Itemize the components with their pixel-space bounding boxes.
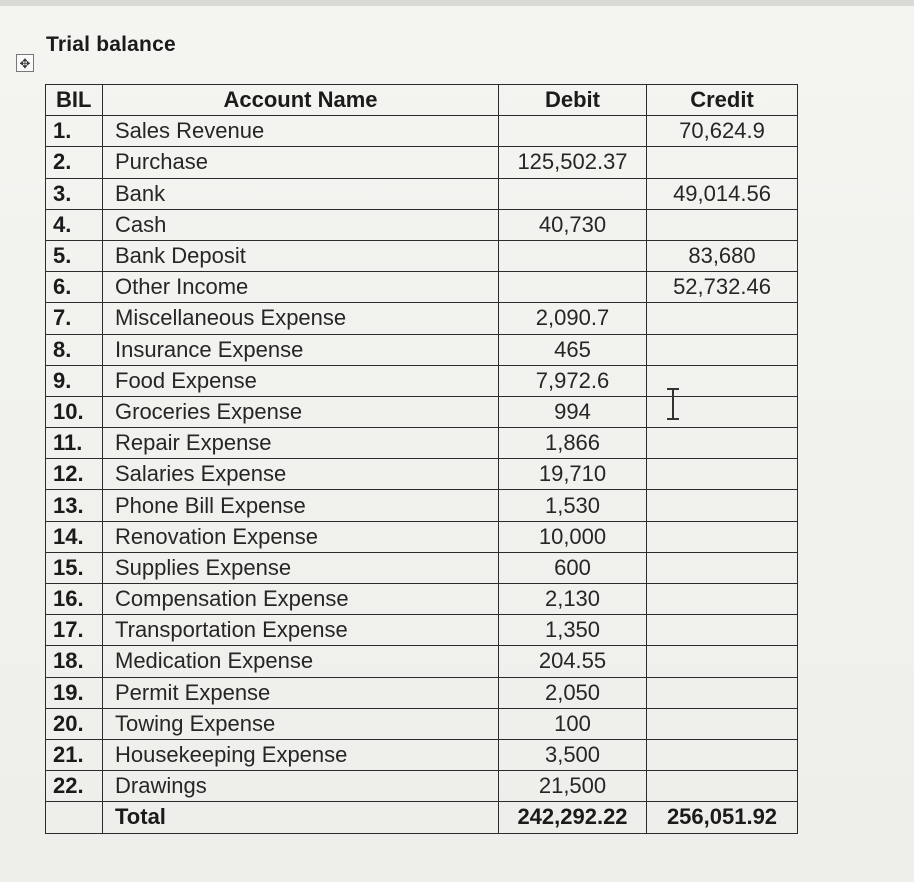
credit-cell[interactable] <box>647 552 798 583</box>
table-row <box>46 209 798 240</box>
debit-cell[interactable] <box>499 240 647 271</box>
credit-cell[interactable] <box>647 303 798 334</box>
bil-cell[interactable]: 13. <box>46 490 103 521</box>
bil-cell[interactable]: 8. <box>46 334 103 365</box>
trial-balance-table[interactable] <box>45 84 798 834</box>
bil-cell[interactable]: 1. <box>46 116 103 147</box>
account-name-cell[interactable]: Towing Expense <box>103 708 499 739</box>
bil-cell[interactable]: 6. <box>46 272 103 303</box>
account-name-cell[interactable]: Repair Expense <box>103 428 499 459</box>
debit-cell[interactable]: 2,050 <box>499 677 647 708</box>
table-row <box>46 490 798 521</box>
debit-cell[interactable]: 1,350 <box>499 615 647 646</box>
debit-cell[interactable]: 2,130 <box>499 584 647 615</box>
table-row <box>46 240 798 271</box>
table-body <box>46 116 798 802</box>
account-name-cell[interactable]: Food Expense <box>103 365 499 396</box>
account-name-cell[interactable]: Medication Expense <box>103 646 499 677</box>
table-row <box>46 615 798 646</box>
bil-cell[interactable]: 4. <box>46 209 103 240</box>
credit-cell[interactable]: 83,680 <box>647 240 798 271</box>
table-row <box>46 771 798 802</box>
bil-cell[interactable]: 12. <box>46 459 103 490</box>
table-row <box>46 646 798 677</box>
table-row <box>46 334 798 365</box>
debit-cell[interactable]: 125,502.37 <box>499 147 647 178</box>
bil-cell[interactable]: 16. <box>46 584 103 615</box>
account-name-cell[interactable]: Bank Deposit <box>103 240 499 271</box>
bil-cell[interactable]: 7. <box>46 303 103 334</box>
credit-cell[interactable] <box>647 708 798 739</box>
total-credit-cell[interactable]: 256,051.92 <box>647 802 798 833</box>
debit-cell[interactable]: 204.55 <box>499 646 647 677</box>
account-name-cell[interactable]: Insurance Expense <box>103 334 499 365</box>
debit-cell[interactable]: 3,500 <box>499 739 647 770</box>
total-bil-cell[interactable] <box>46 802 103 833</box>
header-debit[interactable]: Debit <box>499 85 647 116</box>
table-row <box>46 303 798 334</box>
credit-cell[interactable] <box>647 677 798 708</box>
debit-cell[interactable]: 40,730 <box>499 209 647 240</box>
table-header-row <box>46 85 798 116</box>
text-cursor-icon <box>666 388 680 420</box>
bil-cell[interactable]: 17. <box>46 615 103 646</box>
header-account-name[interactable]: Account Name <box>103 85 499 116</box>
table-row <box>46 272 798 303</box>
bil-cell[interactable]: 11. <box>46 428 103 459</box>
credit-cell[interactable] <box>647 490 798 521</box>
account-name-cell[interactable]: Housekeeping Expense <box>103 739 499 770</box>
table-row <box>46 147 798 178</box>
header-credit[interactable]: Credit <box>647 85 798 116</box>
page-top-edge <box>0 0 914 6</box>
account-name-cell[interactable]: Phone Bill Expense <box>103 490 499 521</box>
account-name-cell[interactable]: Groceries Expense <box>103 396 499 427</box>
debit-cell[interactable]: 600 <box>499 552 647 583</box>
bil-cell[interactable]: 9. <box>46 365 103 396</box>
debit-cell[interactable]: 7,972.6 <box>499 365 647 396</box>
debit-cell[interactable] <box>499 116 647 147</box>
credit-cell[interactable] <box>647 739 798 770</box>
bil-cell[interactable]: 19. <box>46 677 103 708</box>
credit-cell[interactable] <box>647 771 798 802</box>
table-row <box>46 428 798 459</box>
credit-cell[interactable] <box>647 521 798 552</box>
debit-cell[interactable]: 10,000 <box>499 521 647 552</box>
bil-cell[interactable]: 18. <box>46 646 103 677</box>
table-row <box>46 677 798 708</box>
table-row <box>46 365 798 396</box>
account-name-cell[interactable]: Other Income <box>103 272 499 303</box>
account-name-cell[interactable]: Compensation Expense <box>103 584 499 615</box>
table-row <box>46 116 798 147</box>
move-arrows-icon[interactable]: ✥ <box>16 54 34 72</box>
header-bil[interactable]: BIL <box>46 85 103 116</box>
account-name-cell[interactable]: Drawings <box>103 771 499 802</box>
account-name-cell[interactable]: Miscellaneous Expense <box>103 303 499 334</box>
total-debit-cell[interactable]: 242,292.22 <box>499 802 647 833</box>
debit-cell[interactable]: 465 <box>499 334 647 365</box>
table-row <box>46 178 798 209</box>
bil-cell[interactable]: 3. <box>46 178 103 209</box>
bil-cell[interactable]: 10. <box>46 396 103 427</box>
table-row <box>46 459 798 490</box>
document-title: Trial balance <box>46 33 176 56</box>
credit-cell[interactable] <box>647 584 798 615</box>
table-row <box>46 396 798 427</box>
debit-cell[interactable]: 19,710 <box>499 459 647 490</box>
bil-cell[interactable]: 20. <box>46 708 103 739</box>
credit-cell[interactable] <box>647 459 798 490</box>
debit-cell[interactable]: 1,530 <box>499 490 647 521</box>
credit-cell[interactable]: 49,014.56 <box>647 178 798 209</box>
credit-cell[interactable] <box>647 615 798 646</box>
account-name-cell[interactable]: Renovation Expense <box>103 521 499 552</box>
bil-cell[interactable]: 15. <box>46 552 103 583</box>
account-name-cell[interactable]: Transportation Expense <box>103 615 499 646</box>
debit-cell[interactable] <box>499 272 647 303</box>
account-name-cell[interactable]: Purchase <box>103 147 499 178</box>
table-row <box>46 584 798 615</box>
bil-cell[interactable]: 14. <box>46 521 103 552</box>
account-name-cell[interactable]: Bank <box>103 178 499 209</box>
credit-cell[interactable] <box>647 428 798 459</box>
credit-cell[interactable]: 70,624.9 <box>647 116 798 147</box>
bil-cell[interactable]: 2. <box>46 147 103 178</box>
bil-cell[interactable]: 22. <box>46 771 103 802</box>
debit-cell[interactable]: 994 <box>499 396 647 427</box>
debit-cell[interactable] <box>499 178 647 209</box>
table-row <box>46 521 798 552</box>
credit-cell[interactable]: 52,732.46 <box>647 272 798 303</box>
credit-cell[interactable] <box>647 147 798 178</box>
table-row <box>46 708 798 739</box>
table-row <box>46 739 798 770</box>
table-row <box>46 552 798 583</box>
total-row <box>46 802 798 833</box>
bil-cell[interactable]: 5. <box>46 240 103 271</box>
account-name-cell[interactable]: Cash <box>103 209 499 240</box>
credit-cell[interactable] <box>647 646 798 677</box>
account-name-cell[interactable]: Permit Expense <box>103 677 499 708</box>
debit-cell[interactable]: 1,866 <box>499 428 647 459</box>
debit-cell[interactable]: 21,500 <box>499 771 647 802</box>
total-label-cell[interactable]: Total <box>103 802 499 833</box>
account-name-cell[interactable]: Supplies Expense <box>103 552 499 583</box>
credit-cell[interactable] <box>647 334 798 365</box>
account-name-cell[interactable]: Sales Revenue <box>103 116 499 147</box>
account-name-cell[interactable]: Salaries Expense <box>103 459 499 490</box>
credit-cell[interactable] <box>647 209 798 240</box>
debit-cell[interactable]: 100 <box>499 708 647 739</box>
debit-cell[interactable]: 2,090.7 <box>499 303 647 334</box>
bil-cell[interactable]: 21. <box>46 739 103 770</box>
